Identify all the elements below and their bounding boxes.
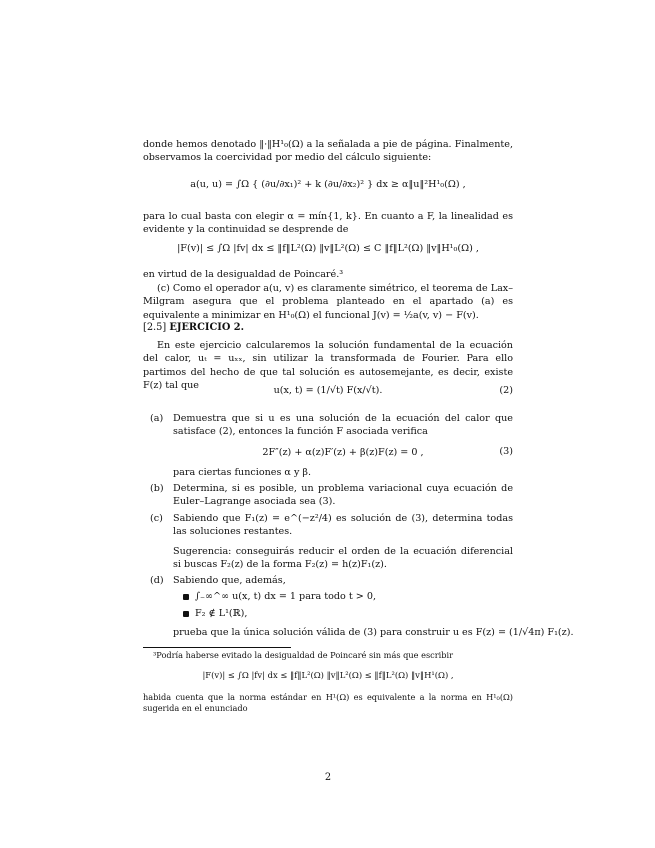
item-text: Demuestra que si u es una solución de la ecuación del calor que satisface (2), entonces la función F asociada verifica [173,413,513,438]
item-label: (c) [150,513,163,524]
list-item-c [150,512,513,539]
item-text: Sabiendo que, además, [173,575,286,586]
equation-3-number: (3) [499,446,513,457]
bullet-item-1 [183,590,513,604]
equation-2-number: (2) [499,385,513,396]
paragraph-1: donde hemos denotado ‖·‖H¹₀(Ω) a la señalada a pie de página. Finalmente, observamos la coercividad por medio del cálculo siguiente: [143,139,513,164]
equation-2: u(x, t) = (1/√t) F(x/√t). [273,385,383,396]
footnote-line-2: habida cuenta que la norma estándar en H¹(Ω) es equivalente a la norma en H¹₀(Ω) sugerida en el enunciado [143,692,513,714]
equation-continuity: |F(v)| ≤ ∫Ω |fv| dx ≤ ‖f‖L²(Ω) ‖v‖L²(Ω) ≤ C ‖f‖L²(Ω) ‖v‖H¹₀(Ω) , [177,243,479,254]
equation-3-row [173,444,513,462]
equation-3: 2F″(z) + α(z)F′(z) + β(z)F(z) = 0 , [262,447,424,458]
item-text: Sabiendo que F₁(z) = e^(−z²/4) es solución de (3), determina todas las soluciones restantes. [173,513,513,538]
bullet-icon [183,611,189,617]
bullet-icon [183,594,189,600]
footnote-line-1: ³Podría haberse evitado la desigualdad de Poincaré sin más que escribir [153,650,454,660]
paragraph-4: (c) Como el operador a(u, v) es claramente simétrico, el teorema de Lax–Milgram asegura que el problema planteado en el apartado (a) es equivalente a minimizar en H¹₀(Ω) el funcional J(v) = ½a(v, v) − F(v). [143,283,513,321]
paragraph-2: para lo cual basta con elegir α = mín{1, k}. En cuanto a F, la linealidad es evidente y la continuidad se desprende de [143,211,513,236]
equation-2-row [143,378,513,404]
conclusion: prueba que la única solución válida de (3) para construir u es F(z) = (1/√4π) F₁(z). [173,627,574,638]
paragraph-3: en virtud de la desigualdad de Poincaré.³ [143,269,344,280]
list-item-a [150,412,513,439]
item-label: (a) [150,413,164,424]
footnote-rule [143,647,291,648]
item-label: (b) [150,483,164,494]
list-item-d [150,574,513,587]
bullet-text: F₂ ∉ L¹(ℝ), [195,608,248,619]
bullet-item-2 [183,607,513,621]
hint: Sugerencia: conseguirás reducir el orden de la ecuación diferencial si buscas F₂(z) de la forma F₂(z) = h(z)F₁(z). [173,546,513,571]
item-label: (d) [150,575,164,586]
exercise-intro: En este ejercicio calcularemos la solución fundamental de la ecuación del calor, uₜ = uₓₓ, sin utilizar la transformada de Fourier. Para ello partimos del hecho de que tal solución es autosemejante, es decir, existe F(z) tal que [143,340,513,392]
footnote-equation: |F(v)| ≤ ∫Ω |fv| dx ≤ ‖f‖L²(Ω) ‖v‖L²(Ω) ≤ ‖f‖L²(Ω) ‖v‖H¹(Ω) , [202,670,454,680]
section-title: EJERCICIO 2. [169,322,245,333]
list-item-b [150,482,513,509]
item-text: Determina, si es posible, un problema variacional cuya ecuación de Euler–Lagrange asociada sea (3). [173,483,513,508]
page-number: 2 [324,772,332,783]
equation-coercivity: a(u, u) = ∫Ω { (∂u/∂x₁)² + k (∂u/∂x₂)² } dx ≥ α‖u‖²H¹₀(Ω) , [190,179,466,190]
after-equation-3: para ciertas funciones α y β. [173,467,312,478]
section-heading [143,322,244,333]
section-tag: [2.5] [143,322,167,333]
bullet-text: ∫₋∞^∞ u(x, t) dx = 1 para todo t > 0, [195,591,377,602]
